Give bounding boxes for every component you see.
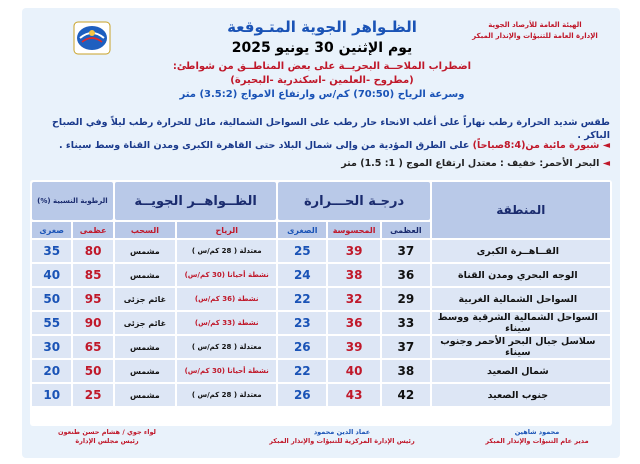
humidity-max-cell: 80: [73, 240, 112, 262]
forecast-table: [30, 180, 612, 408]
wind-cell: معتدلة ( 28 كم/س ): [177, 384, 277, 406]
fog-rest: على الطرق المؤدية من وإلى شمال البلاد حتى القاهرة الكبرى ومدن القناة وسط سيناء .: [58, 140, 473, 151]
marine-line-2: (مطروح -العلمين -اسكندرية -البحيرة): [230, 75, 414, 86]
humidity-max-cell: 85: [73, 264, 112, 286]
feels-temp-cell: 39: [328, 336, 380, 358]
marine-warning: [152, 60, 492, 102]
table-row: [32, 288, 610, 310]
header-clouds: السحب: [115, 222, 175, 238]
marine-line-1: اضطراب الملاحــة البحريــة على بعض المناطــق من شواطئ:: [172, 61, 472, 72]
header-region: المنطقة: [432, 182, 610, 238]
table-row: [32, 312, 610, 334]
min-temp-cell: 26: [278, 336, 326, 358]
max-temp-cell: 36: [382, 264, 430, 286]
feels-temp-cell: 39: [328, 240, 380, 262]
min-temp-cell: 22: [278, 360, 326, 382]
region-cell: السواحل الشمالية الغربية: [432, 288, 610, 310]
humidity-min-cell: 30: [32, 336, 71, 358]
max-temp-cell: 29: [382, 288, 430, 310]
signature-1: [462, 428, 612, 446]
fog-warning: [30, 140, 610, 151]
region-cell: الوجه البحري ومدن القناة: [432, 264, 610, 286]
clouds-cell: مشمس: [115, 336, 175, 358]
region-cell: السواحل الشمالية الشرقية ووسط سيناء: [432, 312, 610, 334]
signature-3: [32, 428, 182, 446]
humidity-min-cell: 50: [32, 288, 71, 310]
red-sea-text: البحر الأحمر: خفيف : معتدل ارتفاع الموج ( 1: 1.5) متر: [341, 158, 600, 169]
region-cell: القــاهــرة الكبرى: [432, 240, 610, 262]
meteorological-authority-logo: [72, 20, 112, 56]
agency-name: [460, 20, 610, 42]
red-sea-state: [30, 158, 610, 169]
feels-temp-cell: 36: [328, 312, 380, 334]
header-wind: الرياح: [177, 222, 277, 238]
signature-2-name: عماد الدين محمود: [313, 428, 371, 436]
min-temp-cell: 26: [278, 384, 326, 406]
wind-cell: نشطة (36 كم/س): [177, 288, 277, 310]
clouds-cell: مشمس: [115, 384, 175, 406]
region-cell: شمال الصعيد: [432, 360, 610, 382]
humidity-max-cell: 95: [73, 288, 112, 310]
fog-start: شبورة مائية من(8:4صباحاً): [472, 140, 600, 151]
header-phenomena: الظــواهــر الجويــة: [115, 182, 277, 220]
table-row: [32, 336, 610, 358]
humidity-max-cell: 90: [73, 312, 112, 334]
forecast-rows: [32, 240, 610, 406]
wind-cell: نشطة أحيانا (30 كم/س): [177, 360, 277, 382]
humidity-max-cell: 25: [73, 384, 112, 406]
clouds-cell: مشمس: [115, 360, 175, 382]
max-temp-cell: 42: [382, 384, 430, 406]
marine-line-3: وسرعة الرياح (70:50) كم/س وارتفاع الامواج (3.5:2) متر: [179, 89, 465, 100]
humidity-min-cell: 10: [32, 384, 71, 406]
signature-2: [252, 428, 432, 446]
feels-temp-cell: 43: [328, 384, 380, 406]
wind-cell: معتدلة ( 28 كم/س ): [177, 240, 277, 262]
header-temperature: درجـة الحـــرارة: [278, 182, 429, 220]
table-row: [32, 264, 610, 286]
table-row: [32, 240, 610, 262]
header-humidity: الرطوبة النسبية (%): [32, 182, 113, 220]
signature-1-name: محمود شاهين: [514, 428, 560, 436]
table-row: [32, 384, 610, 406]
wind-cell: نشطة (33 كم/س): [177, 312, 277, 334]
max-temp-cell: 38: [382, 360, 430, 382]
signature-1-role: مدير عام التنبؤات والإنذار المبكر: [485, 437, 589, 445]
min-temp-cell: 22: [278, 288, 326, 310]
header-hum-max: عظمى: [73, 222, 112, 238]
max-temp-cell: 33: [382, 312, 430, 334]
humidity-min-cell: 55: [32, 312, 71, 334]
header-feels: المحسوسة: [328, 222, 380, 238]
wind-cell: معتدلة ( 28 كم/س ): [177, 336, 277, 358]
red-arrow-bullet-icon: ◄: [602, 158, 610, 169]
clouds-cell: مشمس: [115, 240, 175, 262]
humidity-max-cell: 65: [73, 336, 112, 358]
min-temp-cell: 25: [278, 240, 326, 262]
humidity-min-cell: 20: [32, 360, 71, 382]
region-cell: سلاسل جبال البحر الأحمر وجنوب سيناء: [432, 336, 610, 358]
feels-temp-cell: 32: [328, 288, 380, 310]
clouds-cell: غائم جزئى: [115, 288, 175, 310]
min-temp-cell: 24: [278, 264, 326, 286]
forecast-table-container: [30, 180, 612, 426]
agency-line-1: الهيئة العامة للأرصاد الجوية: [488, 21, 582, 29]
red-arrow-bullet-icon: ◄: [602, 140, 610, 151]
signature-2-role: رئيس الإدارة المركزية للتنبؤات والإنذار المبكر: [269, 437, 415, 445]
min-temp-cell: 23: [278, 312, 326, 334]
humidity-min-cell: 40: [32, 264, 71, 286]
header-hum-min: صغرى: [32, 222, 71, 238]
humidity-min-cell: 35: [32, 240, 71, 262]
agency-line-2: الإدارة العامة للتنبؤات والإنذار المبكر: [472, 32, 598, 40]
page-title: الظـواهر الجوية المتـوقعة: [227, 18, 417, 36]
humidity-max-cell: 50: [73, 360, 112, 382]
max-temp-cell: 37: [382, 336, 430, 358]
forecast-sheet: [22, 8, 620, 458]
signature-3-role: رئيس مجلس الإدارة: [75, 437, 139, 445]
max-temp-cell: 37: [382, 240, 430, 262]
header-max: العظمى: [382, 222, 430, 238]
feels-temp-cell: 40: [328, 360, 380, 382]
clouds-cell: غائم جزئى: [115, 312, 175, 334]
weather-description: طقس شديد الحرارة رطب نهاراً على أغلب الانحاء حار رطب على السواحل الشمالية، مائل للحرارة رطب ليلاً وفي الصباح الباكر .: [52, 117, 610, 141]
table-row: [32, 360, 610, 382]
feels-temp-cell: 38: [328, 264, 380, 286]
signature-3-name: لواء جوي / هشام حسن طنعون: [57, 428, 156, 436]
region-cell: جنوب الصعيد: [432, 384, 610, 406]
header-min: الصغرى: [278, 222, 326, 238]
clouds-cell: مشمس: [115, 264, 175, 286]
forecast-date: يوم الإثنين 30 يونيو 2025: [231, 40, 413, 56]
wind-cell: نشطة أحيانا (30 كم/س): [177, 264, 277, 286]
